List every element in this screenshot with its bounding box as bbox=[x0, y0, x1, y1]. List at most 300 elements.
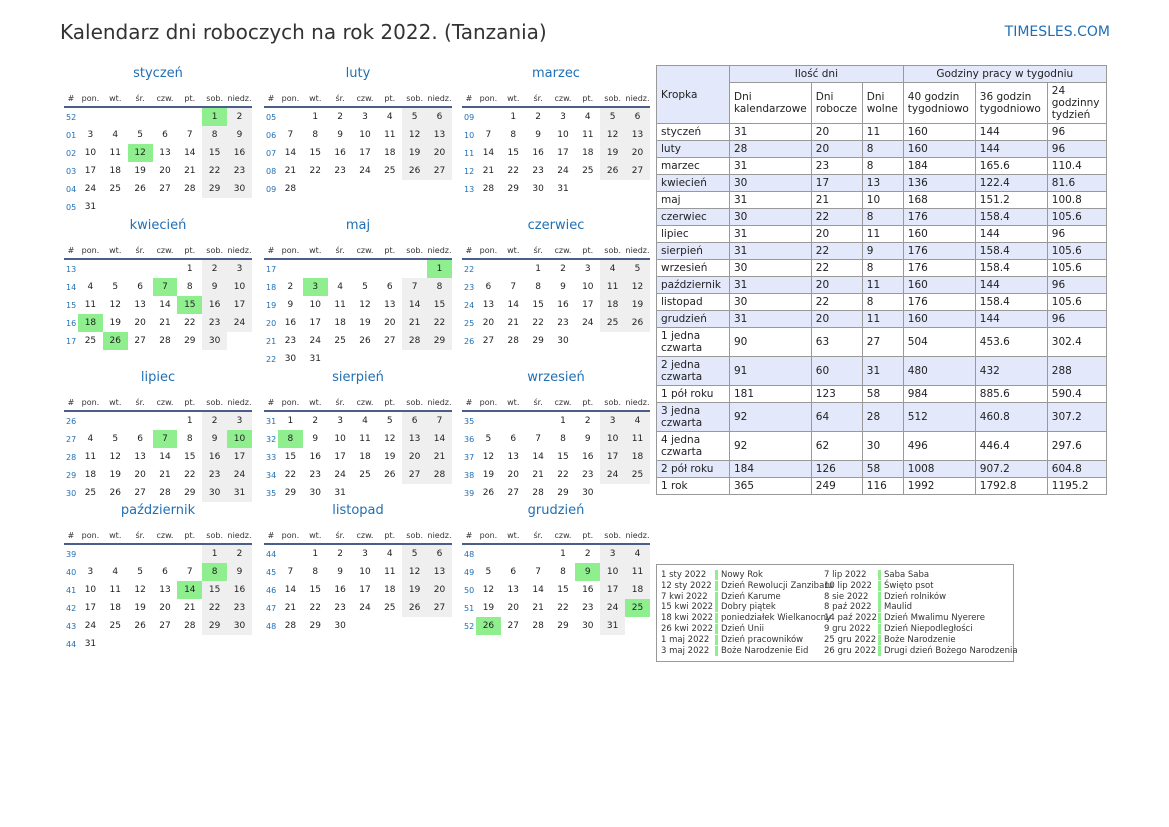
day-cell[interactable]: 16 bbox=[309, 452, 321, 462]
day-cell[interactable]: 26 bbox=[109, 488, 121, 498]
day-cell[interactable]: 19 bbox=[402, 144, 427, 162]
day-cell[interactable]: 8 bbox=[202, 563, 227, 581]
day-cell[interactable]: 3 bbox=[227, 411, 252, 430]
day-cell[interactable]: 12 bbox=[134, 585, 146, 595]
day-cell[interactable]: 8 bbox=[186, 282, 193, 292]
day-cell[interactable]: 26 bbox=[134, 621, 146, 631]
day-cell[interactable]: 7 bbox=[535, 567, 541, 577]
day-cell[interactable]: 31 bbox=[334, 488, 346, 498]
day-cell[interactable]: 14 bbox=[482, 148, 495, 158]
day-cell[interactable]: 6 bbox=[427, 544, 452, 563]
day-cell[interactable]: 8 bbox=[560, 567, 566, 577]
day-cell[interactable]: 24 bbox=[334, 470, 346, 480]
day-cell[interactable]: 19 bbox=[482, 603, 495, 613]
day-cell[interactable]: 31 bbox=[84, 639, 97, 649]
day-cell[interactable]: 20 bbox=[482, 318, 495, 328]
day-cell[interactable]: 14 bbox=[159, 300, 171, 310]
day-cell[interactable]: 17 bbox=[582, 300, 594, 310]
day-cell[interactable]: 2 bbox=[202, 411, 227, 430]
day-cell[interactable]: 30 bbox=[227, 180, 252, 198]
day-cell[interactable]: 21 bbox=[532, 603, 544, 613]
day-cell[interactable]: 9 bbox=[312, 434, 319, 444]
day-cell[interactable]: 11 bbox=[109, 148, 121, 158]
day-cell[interactable]: 19 bbox=[134, 166, 146, 176]
day-cell[interactable]: 2 bbox=[227, 107, 252, 126]
day-cell[interactable]: 21 bbox=[159, 470, 171, 480]
day-cell[interactable]: 5 bbox=[386, 416, 393, 426]
day-cell[interactable]: 17 bbox=[84, 603, 97, 613]
day-cell[interactable]: 28 bbox=[532, 488, 544, 498]
day-cell[interactable]: 18 bbox=[109, 166, 121, 176]
day-cell[interactable]: 8 bbox=[427, 278, 452, 296]
day-cell[interactable]: 10 bbox=[227, 430, 252, 448]
day-cell[interactable]: 5 bbox=[137, 130, 143, 140]
day-cell[interactable]: 9 bbox=[584, 434, 591, 444]
day-cell[interactable]: 27 bbox=[625, 162, 650, 180]
day-cell[interactable]: 10 bbox=[84, 585, 97, 595]
day-cell[interactable]: 5 bbox=[402, 107, 427, 126]
day-cell[interactable]: 27 bbox=[482, 336, 495, 346]
day-cell[interactable]: 17 bbox=[84, 166, 97, 176]
day-cell[interactable]: 12 bbox=[109, 452, 121, 462]
day-cell[interactable]: 4 bbox=[625, 544, 650, 563]
day-cell[interactable]: 20 bbox=[159, 166, 171, 176]
day-cell[interactable]: 29 bbox=[427, 332, 452, 350]
day-cell[interactable]: 2 bbox=[312, 416, 319, 426]
day-cell[interactable]: 21 bbox=[184, 603, 196, 613]
day-cell[interactable]: 14 bbox=[177, 581, 202, 599]
day-cell[interactable]: 5 bbox=[402, 544, 427, 563]
day-cell[interactable]: 18 bbox=[384, 585, 396, 595]
day-cell[interactable]: 23 bbox=[334, 166, 346, 176]
day-cell[interactable]: 23 bbox=[557, 318, 569, 328]
day-cell[interactable]: 20 bbox=[507, 470, 519, 480]
day-cell[interactable]: 2 bbox=[202, 259, 227, 278]
day-cell[interactable]: 19 bbox=[359, 318, 371, 328]
day-cell[interactable]: 5 bbox=[112, 434, 119, 444]
day-cell[interactable]: 27 bbox=[427, 162, 452, 180]
day-cell[interactable]: 16 bbox=[557, 300, 569, 310]
day-cell[interactable]: 22 bbox=[557, 603, 569, 613]
day-cell[interactable]: 6 bbox=[137, 434, 143, 444]
day-cell[interactable]: 7 bbox=[485, 130, 492, 140]
day-cell[interactable]: 17 bbox=[227, 296, 252, 314]
day-cell[interactable]: 28 bbox=[427, 466, 452, 484]
day-cell[interactable]: 16 bbox=[582, 585, 594, 595]
day-cell[interactable]: 9 bbox=[227, 126, 252, 144]
day-cell[interactable]: 1 bbox=[186, 264, 193, 274]
day-cell[interactable]: 10 bbox=[600, 430, 625, 448]
day-cell[interactable]: 6 bbox=[402, 411, 427, 430]
day-cell[interactable]: 20 bbox=[427, 144, 452, 162]
day-cell[interactable]: 22 bbox=[532, 318, 544, 328]
day-cell[interactable]: 25 bbox=[384, 603, 396, 613]
day-cell[interactable]: 26 bbox=[600, 162, 625, 180]
day-cell[interactable]: 19 bbox=[482, 470, 495, 480]
day-cell[interactable]: 29 bbox=[309, 621, 321, 631]
day-cell[interactable]: 22 bbox=[284, 470, 297, 480]
day-cell[interactable]: 3 bbox=[362, 112, 368, 122]
day-cell[interactable]: 6 bbox=[625, 107, 650, 126]
day-cell[interactable]: 30 bbox=[284, 354, 297, 364]
day-cell[interactable]: 13 bbox=[427, 126, 452, 144]
day-cell[interactable]: 25 bbox=[334, 336, 346, 346]
day-cell[interactable]: 15 bbox=[184, 452, 196, 462]
day-cell[interactable]: 17 bbox=[359, 585, 371, 595]
day-cell[interactable]: 4 bbox=[362, 416, 368, 426]
day-cell[interactable]: 29 bbox=[557, 621, 569, 631]
day-cell[interactable]: 27 bbox=[159, 184, 171, 194]
day-cell[interactable]: 3 bbox=[303, 278, 328, 296]
day-cell[interactable]: 9 bbox=[560, 282, 566, 292]
day-cell[interactable]: 17 bbox=[600, 448, 625, 466]
day-cell[interactable]: 10 bbox=[557, 130, 569, 140]
day-cell[interactable]: 13 bbox=[384, 300, 396, 310]
day-cell[interactable]: 16 bbox=[227, 581, 252, 599]
day-cell[interactable]: 16 bbox=[334, 585, 346, 595]
day-cell[interactable]: 27 bbox=[384, 336, 396, 346]
day-cell[interactable]: 20 bbox=[159, 603, 171, 613]
day-cell[interactable]: 11 bbox=[582, 130, 594, 140]
day-cell[interactable]: 31 bbox=[227, 484, 252, 502]
day-cell[interactable]: 16 bbox=[227, 144, 252, 162]
day-cell[interactable]: 27 bbox=[134, 488, 146, 498]
day-cell[interactable]: 21 bbox=[427, 448, 452, 466]
day-cell[interactable]: 23 bbox=[227, 162, 252, 180]
day-cell[interactable]: 8 bbox=[278, 430, 303, 448]
day-cell[interactable]: 22 bbox=[184, 470, 196, 480]
day-cell[interactable]: 7 bbox=[427, 411, 452, 430]
day-cell[interactable]: 8 bbox=[186, 434, 193, 444]
day-cell[interactable]: 21 bbox=[482, 166, 495, 176]
day-cell[interactable]: 9 bbox=[575, 563, 600, 581]
day-cell[interactable]: 5 bbox=[362, 282, 368, 292]
day-cell[interactable]: 9 bbox=[227, 563, 252, 581]
day-cell[interactable]: 30 bbox=[334, 621, 346, 631]
day-cell[interactable]: 19 bbox=[109, 470, 121, 480]
day-cell[interactable]: 25 bbox=[384, 166, 396, 176]
day-cell[interactable]: 21 bbox=[159, 318, 171, 328]
day-cell[interactable]: 24 bbox=[600, 466, 625, 484]
day-cell[interactable]: 4 bbox=[112, 130, 119, 140]
day-cell[interactable]: 4 bbox=[337, 282, 343, 292]
day-cell[interactable]: 3 bbox=[87, 567, 94, 577]
day-cell[interactable]: 12 bbox=[482, 452, 495, 462]
day-cell[interactable]: 24 bbox=[600, 599, 625, 617]
day-cell[interactable]: 11 bbox=[84, 300, 97, 310]
day-cell[interactable]: 16 bbox=[284, 318, 297, 328]
day-cell[interactable]: 27 bbox=[427, 599, 452, 617]
day-cell[interactable]: 19 bbox=[384, 452, 396, 462]
day-cell[interactable]: 5 bbox=[137, 567, 143, 577]
day-cell[interactable]: 30 bbox=[202, 332, 227, 350]
day-cell[interactable]: 2 bbox=[287, 282, 294, 292]
day-cell[interactable]: 7 bbox=[153, 430, 178, 448]
day-cell[interactable]: 4 bbox=[584, 112, 591, 122]
day-cell[interactable]: 1 bbox=[202, 107, 227, 126]
day-cell[interactable]: 30 bbox=[557, 336, 569, 346]
day-cell[interactable]: 11 bbox=[109, 585, 121, 595]
day-cell[interactable]: 29 bbox=[557, 488, 569, 498]
day-cell[interactable]: 17 bbox=[557, 148, 569, 158]
day-cell[interactable]: 25 bbox=[84, 488, 97, 498]
day-cell[interactable]: 13 bbox=[134, 452, 146, 462]
day-cell[interactable]: 18 bbox=[625, 448, 650, 466]
day-cell[interactable]: 22 bbox=[184, 318, 196, 328]
day-cell[interactable]: 6 bbox=[386, 282, 393, 292]
day-cell[interactable]: 16 bbox=[582, 452, 594, 462]
day-cell[interactable]: 23 bbox=[532, 166, 544, 176]
day-cell[interactable]: 4 bbox=[87, 434, 94, 444]
day-cell[interactable]: 7 bbox=[402, 278, 427, 296]
day-cell[interactable]: 6 bbox=[162, 130, 168, 140]
day-cell[interactable]: 9 bbox=[337, 130, 343, 140]
day-cell[interactable]: 30 bbox=[582, 621, 594, 631]
day-cell[interactable]: 29 bbox=[284, 488, 297, 498]
day-cell[interactable]: 10 bbox=[600, 563, 625, 581]
day-cell[interactable]: 14 bbox=[402, 296, 427, 314]
day-cell[interactable]: 30 bbox=[532, 184, 544, 194]
day-cell[interactable]: 28 bbox=[284, 621, 297, 631]
day-cell[interactable]: 7 bbox=[186, 567, 193, 577]
day-cell[interactable]: 6 bbox=[510, 567, 517, 577]
day-cell[interactable]: 15 bbox=[202, 144, 227, 162]
day-cell[interactable]: 24 bbox=[359, 603, 371, 613]
day-cell[interactable]: 27 bbox=[507, 621, 519, 631]
day-cell[interactable]: 21 bbox=[507, 318, 519, 328]
day-cell[interactable]: 16 bbox=[334, 148, 346, 158]
day-cell[interactable]: 3 bbox=[600, 544, 625, 563]
day-cell[interactable]: 15 bbox=[177, 296, 202, 314]
day-cell[interactable]: 16 bbox=[202, 448, 227, 466]
day-cell[interactable]: 18 bbox=[359, 452, 371, 462]
day-cell[interactable]: 8 bbox=[202, 126, 227, 144]
day-cell[interactable]: 13 bbox=[402, 430, 427, 448]
day-cell[interactable]: 25 bbox=[625, 466, 650, 484]
day-cell[interactable]: 1 bbox=[560, 549, 566, 559]
day-cell[interactable]: 2 bbox=[535, 112, 541, 122]
day-cell[interactable]: 2 bbox=[584, 416, 591, 426]
day-cell[interactable]: 22 bbox=[557, 470, 569, 480]
day-cell[interactable]: 26 bbox=[384, 470, 396, 480]
day-cell[interactable]: 27 bbox=[159, 621, 171, 631]
day-cell[interactable]: 13 bbox=[507, 452, 519, 462]
day-cell[interactable]: 5 bbox=[485, 567, 492, 577]
day-cell[interactable]: 20 bbox=[134, 318, 146, 328]
day-cell[interactable]: 5 bbox=[625, 259, 650, 278]
day-cell[interactable]: 14 bbox=[184, 148, 196, 158]
day-cell[interactable]: 23 bbox=[202, 466, 227, 484]
day-cell[interactable]: 4 bbox=[112, 567, 119, 577]
day-cell[interactable]: 8 bbox=[560, 434, 566, 444]
day-cell[interactable]: 8 bbox=[312, 567, 319, 577]
day-cell[interactable]: 31 bbox=[557, 184, 569, 194]
day-cell[interactable]: 17 bbox=[309, 318, 321, 328]
day-cell[interactable]: 24 bbox=[557, 166, 569, 176]
day-cell[interactable]: 10 bbox=[309, 300, 321, 310]
day-cell[interactable]: 18 bbox=[625, 581, 650, 599]
day-cell[interactable]: 6 bbox=[162, 567, 168, 577]
day-cell[interactable]: 18 bbox=[384, 148, 396, 158]
day-cell[interactable]: 12 bbox=[128, 144, 153, 162]
day-cell[interactable]: 13 bbox=[507, 585, 519, 595]
day-cell[interactable]: 23 bbox=[334, 603, 346, 613]
day-cell[interactable]: 22 bbox=[202, 162, 227, 180]
day-cell[interactable]: 10 bbox=[84, 148, 97, 158]
day-cell[interactable]: 2 bbox=[560, 264, 566, 274]
day-cell[interactable]: 11 bbox=[625, 563, 650, 581]
day-cell[interactable]: 1 bbox=[535, 264, 541, 274]
day-cell[interactable]: 5 bbox=[485, 434, 492, 444]
day-cell[interactable]: 29 bbox=[507, 184, 519, 194]
day-cell[interactable]: 17 bbox=[359, 148, 371, 158]
day-cell[interactable]: 19 bbox=[625, 296, 650, 314]
day-cell[interactable]: 1 bbox=[560, 416, 566, 426]
day-cell[interactable]: 13 bbox=[427, 563, 452, 581]
day-cell[interactable]: 29 bbox=[202, 617, 227, 635]
day-cell[interactable]: 7 bbox=[510, 282, 517, 292]
day-cell[interactable]: 24 bbox=[84, 184, 97, 194]
day-cell[interactable]: 30 bbox=[227, 617, 252, 635]
day-cell[interactable]: 14 bbox=[532, 585, 544, 595]
day-cell[interactable]: 19 bbox=[600, 144, 625, 162]
day-cell[interactable]: 21 bbox=[184, 166, 196, 176]
day-cell[interactable]: 8 bbox=[510, 130, 517, 140]
day-cell[interactable]: 31 bbox=[309, 354, 321, 364]
day-cell[interactable]: 3 bbox=[560, 112, 566, 122]
day-cell[interactable]: 11 bbox=[600, 278, 625, 296]
day-cell[interactable]: 3 bbox=[337, 416, 343, 426]
day-cell[interactable]: 10 bbox=[227, 278, 252, 296]
day-cell[interactable]: 25 bbox=[109, 621, 121, 631]
day-cell[interactable]: 20 bbox=[625, 144, 650, 162]
day-cell[interactable]: 27 bbox=[402, 466, 427, 484]
day-cell[interactable]: 28 bbox=[159, 488, 171, 498]
day-cell[interactable]: 28 bbox=[507, 336, 519, 346]
day-cell[interactable]: 29 bbox=[532, 336, 544, 346]
day-cell[interactable]: 15 bbox=[284, 452, 297, 462]
day-cell[interactable]: 20 bbox=[134, 470, 146, 480]
day-cell[interactable]: 11 bbox=[625, 430, 650, 448]
day-cell[interactable]: 26 bbox=[482, 488, 495, 498]
day-cell[interactable]: 24 bbox=[309, 336, 321, 346]
day-cell[interactable]: 24 bbox=[359, 166, 371, 176]
day-cell[interactable]: 15 bbox=[507, 148, 519, 158]
day-cell[interactable]: 10 bbox=[334, 434, 346, 444]
day-cell[interactable]: 27 bbox=[507, 488, 519, 498]
day-cell[interactable]: 23 bbox=[309, 470, 321, 480]
day-cell[interactable]: 22 bbox=[427, 314, 452, 332]
day-cell[interactable]: 25 bbox=[582, 166, 594, 176]
day-cell[interactable]: 1 bbox=[287, 416, 294, 426]
day-cell[interactable]: 17 bbox=[600, 581, 625, 599]
day-cell[interactable]: 23 bbox=[582, 603, 594, 613]
day-cell[interactable]: 11 bbox=[359, 434, 371, 444]
day-cell[interactable]: 9 bbox=[337, 567, 343, 577]
day-cell[interactable]: 23 bbox=[227, 599, 252, 617]
day-cell[interactable]: 11 bbox=[384, 130, 396, 140]
day-cell[interactable]: 13 bbox=[159, 585, 171, 595]
day-cell[interactable]: 14 bbox=[284, 148, 297, 158]
day-cell[interactable]: 4 bbox=[386, 112, 393, 122]
day-cell[interactable]: 8 bbox=[535, 282, 541, 292]
day-cell[interactable]: 22 bbox=[309, 166, 321, 176]
day-cell[interactable]: 9 bbox=[287, 300, 294, 310]
day-cell[interactable]: 30 bbox=[202, 484, 227, 502]
day-cell[interactable]: 29 bbox=[184, 336, 196, 346]
day-cell[interactable]: 14 bbox=[532, 452, 544, 462]
day-cell[interactable]: 29 bbox=[184, 488, 196, 498]
day-cell[interactable]: 7 bbox=[153, 278, 178, 296]
day-cell[interactable]: 1 bbox=[510, 112, 517, 122]
day-cell[interactable]: 17 bbox=[227, 448, 252, 466]
day-cell[interactable]: 1 bbox=[186, 416, 193, 426]
day-cell[interactable]: 22 bbox=[507, 166, 519, 176]
day-cell[interactable]: 24 bbox=[84, 621, 97, 631]
day-cell[interactable]: 9 bbox=[202, 430, 227, 448]
day-cell[interactable]: 20 bbox=[402, 448, 427, 466]
day-cell[interactable]: 12 bbox=[482, 585, 495, 595]
day-cell[interactable]: 24 bbox=[227, 466, 252, 484]
day-cell[interactable]: 23 bbox=[202, 314, 227, 332]
day-cell[interactable]: 16 bbox=[532, 148, 544, 158]
day-cell[interactable]: 26 bbox=[402, 599, 427, 617]
day-cell[interactable]: 26 bbox=[402, 162, 427, 180]
day-cell[interactable]: 21 bbox=[402, 314, 427, 332]
day-cell[interactable]: 4 bbox=[600, 259, 625, 278]
day-cell[interactable]: 31 bbox=[84, 202, 97, 212]
day-cell[interactable]: 15 bbox=[427, 296, 452, 314]
day-cell[interactable]: 26 bbox=[476, 617, 501, 635]
day-cell[interactable]: 30 bbox=[582, 488, 594, 498]
day-cell[interactable]: 31 bbox=[600, 617, 625, 635]
day-cell[interactable]: 24 bbox=[227, 314, 252, 332]
day-cell[interactable]: 25 bbox=[359, 470, 371, 480]
day-cell[interactable]: 4 bbox=[386, 549, 393, 559]
day-cell[interactable]: 22 bbox=[309, 603, 321, 613]
day-cell[interactable]: 19 bbox=[109, 318, 121, 328]
day-cell[interactable]: 13 bbox=[134, 300, 146, 310]
day-cell[interactable]: 1 bbox=[427, 259, 452, 278]
day-cell[interactable]: 18 bbox=[334, 318, 346, 328]
day-cell[interactable]: 11 bbox=[384, 567, 396, 577]
day-cell[interactable]: 15 bbox=[309, 585, 321, 595]
day-cell[interactable]: 8 bbox=[312, 130, 319, 140]
day-cell[interactable]: 12 bbox=[625, 278, 650, 296]
day-cell[interactable]: 18 bbox=[78, 314, 103, 332]
day-cell[interactable]: 2 bbox=[584, 549, 591, 559]
day-cell[interactable]: 3 bbox=[362, 549, 368, 559]
day-cell[interactable]: 20 bbox=[384, 318, 396, 328]
day-cell[interactable]: 1 bbox=[312, 549, 319, 559]
day-cell[interactable]: 4 bbox=[625, 411, 650, 430]
day-cell[interactable]: 21 bbox=[284, 603, 297, 613]
day-cell[interactable]: 2 bbox=[337, 112, 343, 122]
day-cell[interactable]: 6 bbox=[137, 282, 143, 292]
day-cell[interactable]: 25 bbox=[600, 314, 625, 332]
day-cell[interactable]: 13 bbox=[625, 126, 650, 144]
day-cell[interactable]: 28 bbox=[482, 184, 495, 194]
day-cell[interactable]: 7 bbox=[186, 130, 193, 140]
day-cell[interactable]: 4 bbox=[87, 282, 94, 292]
day-cell[interactable]: 26 bbox=[134, 184, 146, 194]
day-cell[interactable]: 25 bbox=[84, 336, 97, 346]
day-cell[interactable]: 6 bbox=[485, 282, 492, 292]
day-cell[interactable]: 3 bbox=[584, 264, 591, 274]
day-cell[interactable]: 28 bbox=[184, 621, 196, 631]
day-cell[interactable]: 5 bbox=[600, 107, 625, 126]
day-cell[interactable]: 11 bbox=[334, 300, 346, 310]
